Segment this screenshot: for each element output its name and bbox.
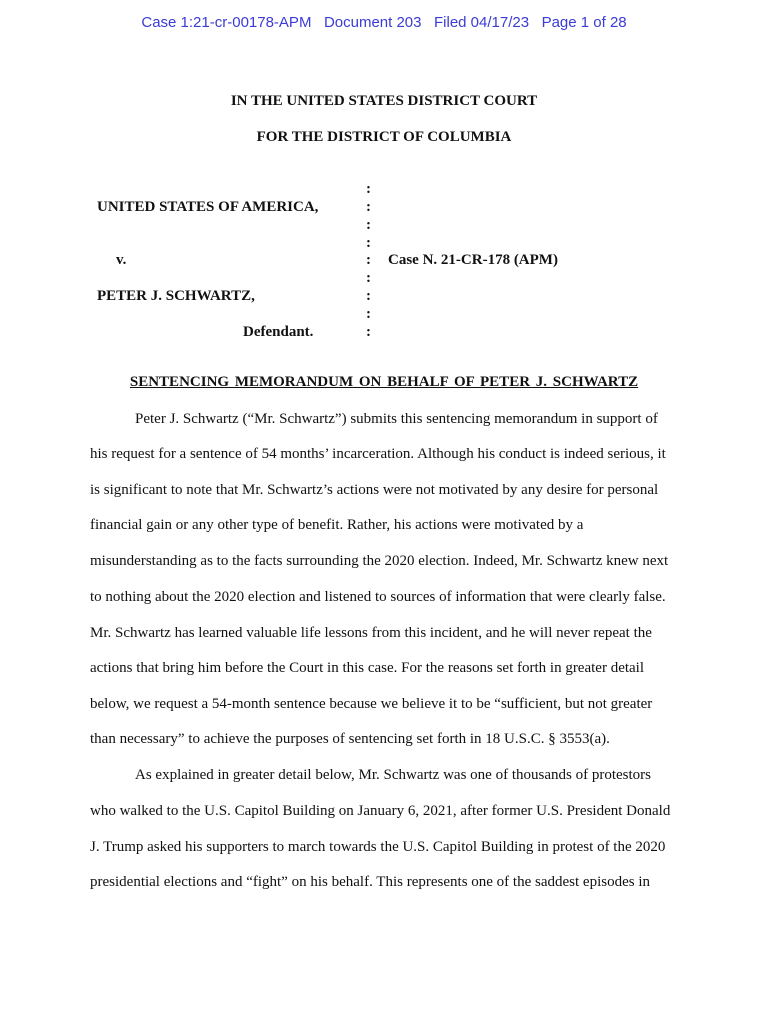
caption-case-number: Case N. 21-CR-178 (APM) <box>388 252 558 268</box>
caption-colon: : <box>366 306 371 322</box>
body-text-line: who walked to the U.S. Capitol Building on January 6, 2021, after former U.S. President Donald <box>90 803 671 819</box>
caption-plaintiff: UNITED STATES OF AMERICA, <box>97 199 319 215</box>
caption-colon: : <box>366 252 371 268</box>
caption-colon: : <box>366 324 371 340</box>
body-text-line: J. Trump asked his supporters to march towards the U.S. Capitol Building in protest of the 2020 <box>90 839 666 855</box>
body-text-line: is significant to note that Mr. Schwartz’s actions were not motivated by any desire for personal <box>90 482 659 498</box>
body-text-line: financial gain or any other type of benefit. Rather, his actions were motivated by a <box>90 517 584 533</box>
case-caption <box>0 0 768 350</box>
caption-colon: : <box>366 181 371 197</box>
caption-colon: : <box>366 217 371 233</box>
body-text-line: actions that bring him before the Court in this case. For the reasons set forth in greater detail <box>90 660 645 676</box>
body-text-line: Mr. Schwartz has learned valuable life lessons from this incident, and he will never repeat the <box>90 625 652 641</box>
caption-colon: : <box>366 199 371 215</box>
ecf-filing-header: Case 1:21-cr-00178-APM Document 203 Filed 04/17/23 Page 1 of 28 <box>141 14 627 31</box>
body-text-line: to nothing about the 2020 election and listened to sources of information that were clearly false. <box>90 589 666 605</box>
caption-colon: : <box>366 270 371 286</box>
caption-defendant-name: PETER J. SCHWARTZ, <box>97 288 255 304</box>
caption-colon: : <box>366 288 371 304</box>
body-text-line: his request for a sentence of 54 months’ incarceration. Although his conduct is indeed serious, it <box>90 446 666 462</box>
body-text-line: Peter J. Schwartz (“Mr. Schwartz”) submits this sentencing memorandum in support of <box>135 411 658 427</box>
body-text-line: presidential elections and “fight” on his behalf. This represents one of the saddest episodes in <box>90 874 650 890</box>
caption-defendant-label: Defendant. <box>243 324 314 340</box>
memorandum-title: SENTENCING MEMORANDUM ON BEHALF OF PETER J. SCHWARTZ <box>129 374 639 390</box>
body-text-line: than necessary” to achieve the purposes of sentencing set forth in 18 U.S.C. § 3553(a). <box>90 731 610 747</box>
caption-colon: : <box>366 235 371 251</box>
court-name-line: IN THE UNITED STATES DISTRICT COURT <box>230 93 538 109</box>
body-text-line: misunderstanding as to the facts surrounding the 2020 election. Indeed, Mr. Schwartz knew next <box>90 553 669 569</box>
court-district-line: FOR THE DISTRICT OF COLUMBIA <box>256 129 512 145</box>
body-text-line: As explained in greater detail below, Mr. Schwartz was one of thousands of protestors <box>135 767 651 783</box>
body-text-line: below, we request a 54-month sentence because we believe it to be “sufficient, but not greater <box>90 696 653 712</box>
caption-versus: v. <box>116 252 127 268</box>
